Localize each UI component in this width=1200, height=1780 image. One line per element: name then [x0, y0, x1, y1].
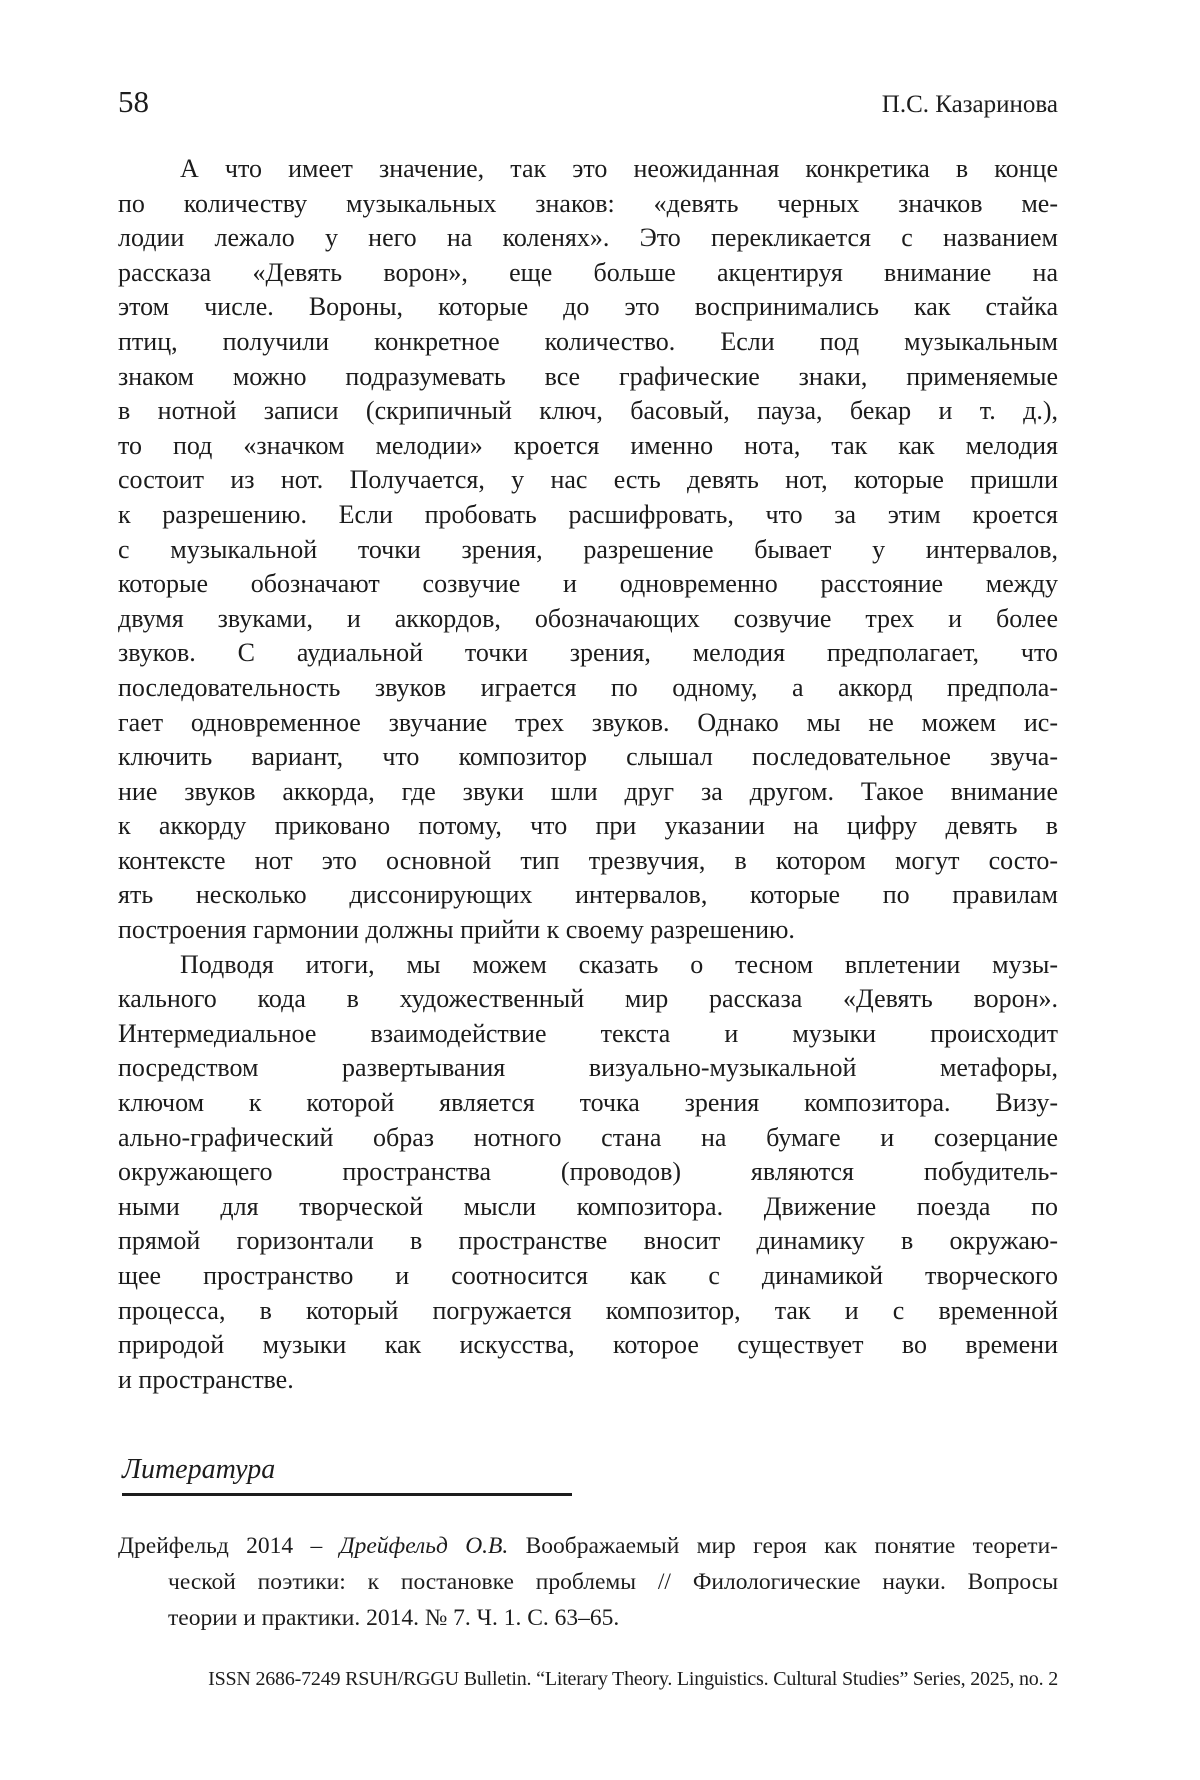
body-text-line: ально-графический образ нотного стана на бумаге и созерцание [118, 1122, 1058, 1152]
body-text-line: которые обозначают созвучие и одновременно расстояние между [118, 569, 1058, 599]
body-text-line: ние звуков аккорда, где звуки шли друг за другом. Такое внимание [118, 776, 1058, 806]
body-text-line: А что имеет значение, так это неожиданная конкретика в конце [180, 154, 1058, 183]
reference-line-2: ческой поэтики: к постановке проблемы // Филологические науки. Вопросы [168, 1569, 1058, 1595]
body-text-line: знаком можно подразумевать все графические знаки, применяемые [118, 361, 1058, 391]
body-text-line: гает одновременное звучание трех звуков. Однако мы не можем ис- [118, 707, 1058, 737]
body-text-line: то под «значком мелодии» кроется именно нота, так как мелодия [118, 430, 1058, 460]
body-text-line: двумя звуками, и аккордов, обозначающих созвучие трех и более [118, 603, 1058, 633]
body-text-line: природой музыки как искусства, которое существует во времени [118, 1330, 1058, 1360]
body-text-line: ключом к которой является точка зрения композитора. Визу- [118, 1088, 1058, 1118]
reference-author-italic: Дрейфельд О.В. [339, 1533, 509, 1559]
page-footer [208, 1666, 1058, 1692]
reference-prefix: Дрейфельд 2014 – [118, 1533, 340, 1559]
body-text-line: лодии лежало у него на коленях». Это перекликается с названием [118, 223, 1058, 253]
reference-title-start: Воображаемый мир героя как понятие теорети- [508, 1533, 1058, 1559]
body-text-line: звуков. С аудиальной точки зрения, мелодия предполагает, что [118, 638, 1058, 668]
body-text-line: Подводя итоги, мы можем сказать о тесном вплетении музы- [180, 949, 1058, 979]
body-text-line: рассказа «Девять ворон», еще больше акцентируя внимание на [118, 257, 1058, 287]
body-text-line: контексте нот это основной тип трезвучия, в котором могут состо- [118, 845, 1058, 875]
literature-rule [122, 1493, 572, 1496]
body-text-line: к разрешению. Если пробовать расшифровать, что за этим кроется [118, 499, 1058, 529]
body-text-line: Интермедиальное взаимодействие текста и музыки происходит [118, 1018, 1058, 1048]
body-text-line: по количеству музыкальных знаков: «девять черных значков ме- [118, 188, 1058, 218]
body-text-line: прямой горизонтали в пространстве вносит динамику в окружаю- [118, 1226, 1058, 1256]
body-text-line: к аккорду приковано потому, что при указании на цифру девять в [118, 811, 1058, 841]
body-text-line: ключить вариант, что композитор слышал последовательное звуча- [118, 742, 1058, 772]
body-text-line: с музыкальной точки зрения, разрешение бывает у интервалов, [118, 534, 1058, 564]
body-text-line: состоит из нот. Получается, у нас есть девять нот, которые пришли [118, 465, 1058, 495]
body-text-line: ять несколько диссонирующих интервалов, которые по правилам [118, 880, 1058, 910]
body-text-line: этом числе. Вороны, которые до это воспринимались как стайка [118, 292, 1058, 322]
body-text-line: посредством развертывания визуально-музыкальной метафоры, [118, 1053, 1058, 1083]
reference-line-3: теории и практики. 2014. № 7. Ч. 1. С. 63–65. [168, 1605, 620, 1631]
page-number: 58 [118, 84, 149, 119]
page-header [118, 84, 1058, 123]
body-text-line: кального кода в художественный мир рассказа «Девять ворон». [118, 984, 1058, 1014]
body-text-line: окружающего пространства (проводов) являются побудитель- [118, 1157, 1058, 1187]
running-head-author: П.С. Казаринова [881, 91, 1058, 118]
reference-line-1 [118, 1528, 1058, 1564]
body-text-line: ными для творческой мысли композитора. Движение поезда по [118, 1191, 1058, 1221]
body-text-line: процесса, в который погружается композитор, так и с временной [118, 1295, 1058, 1325]
literature-heading: Литература [122, 1454, 276, 1485]
body-text-line: построения гармонии должны прийти к своему разрешению. [118, 915, 795, 945]
body-text-line: щее пространство и соотносится как с динамикой творческого [118, 1261, 1058, 1290]
body-text-line: и пространстве. [118, 1364, 294, 1394]
body-text-line: в нотной записи (скрипичный ключ, басовый, пауза, бекар и т. д.), [118, 396, 1058, 426]
article-body [118, 152, 1058, 1397]
body-text-line: птиц, получили конкретное количество. Если под музыкальным [118, 326, 1058, 356]
references-section [118, 1528, 1058, 1636]
body-text-line: последовательность звуков играется по одному, а аккорд предпола- [118, 672, 1058, 702]
footer-text: ISSN 2686-7249 RSUH/RGGU Bulletin. “Literary Theory. Linguistics. Cultural Studies” Series, 2025, no. 2 [208, 1668, 1058, 1690]
